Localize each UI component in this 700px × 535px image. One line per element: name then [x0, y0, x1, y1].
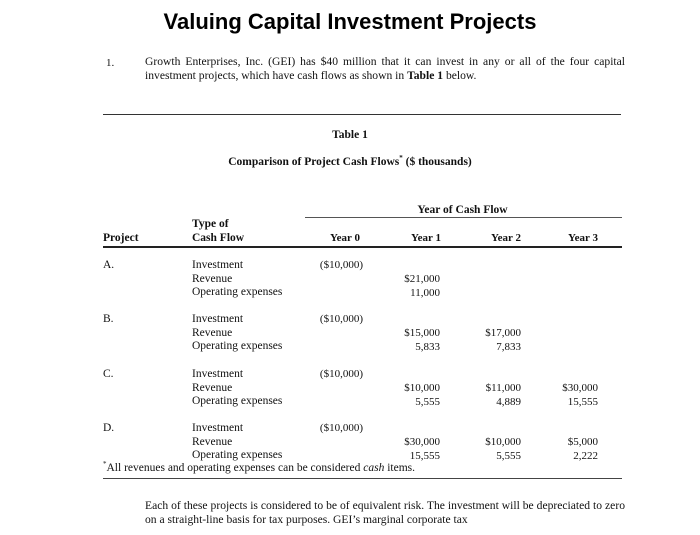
col-header-year2: Year 2 [490, 232, 521, 244]
year1-values: $30,000 15,555 [404, 436, 440, 462]
year3-values: $5,000 2,222 [567, 436, 598, 462]
cash-flow-types: Investment Revenue Operating expenses [192, 368, 283, 407]
table-header-rule [103, 246, 622, 248]
col-header-type: Type of Cash Flow [192, 218, 245, 244]
col-header-year0: Year 0 [329, 232, 360, 244]
cash-flow-types: Investment Revenue Operating expenses [192, 259, 283, 298]
question-intro [145, 55, 625, 83]
project-label: C. [103, 368, 114, 380]
investment-value: ($10,000) [319, 259, 363, 271]
project-label: B. [103, 313, 114, 325]
year1-values: $10,000 5,555 [404, 382, 440, 408]
table-number: Table 1 [332, 129, 368, 141]
investment-value: ($10,000) [319, 422, 363, 434]
cash-flow-types: Investment Revenue Operating expenses [192, 422, 283, 461]
table-footnote: *All revenues and operating expenses can be considered cash items. [103, 460, 415, 474]
bottom-divider [103, 478, 622, 479]
project-label: A. [103, 259, 115, 271]
project-label: D. [103, 422, 115, 434]
caption-units: ($ thousands) [402, 155, 472, 168]
top-divider [103, 114, 621, 115]
table-caption [0, 154, 700, 168]
investment-value: ($10,000) [319, 368, 363, 380]
caption-footnote-mark: * [399, 154, 403, 162]
year-of-cash-flow-header: Year of Cash Flow [417, 204, 508, 216]
col-header-project: Project [103, 232, 139, 244]
year2-values: $17,000 7,833 [485, 327, 521, 353]
closing-paragraph: Each of these projects is considered to be of equivalent risk. The investment will be depreciated to zero on a straight-line basis for tax purposes. GEI’s marginal corporate tax [145, 499, 625, 526]
year1-values: $21,000 11,000 [404, 273, 440, 299]
intro-text: Growth Enterprises, Inc. (GEI) has $40 million that it can invest in any or all of the four capital investment projects, which have cash flows as shown in [145, 55, 625, 82]
year1-values: $15,000 5,833 [404, 327, 440, 353]
year3-values: $30,000 15,555 [562, 382, 598, 408]
question-number: 1. [106, 57, 115, 69]
cash-flow-types: Investment Revenue Operating expenses [192, 313, 283, 352]
intro-table-ref: Table 1 [407, 69, 444, 82]
intro-text-end: below. [443, 69, 477, 82]
footnote-mark: * [103, 460, 107, 468]
footnote-italic: cash [363, 461, 385, 474]
page-title: Valuing Capital Investment Projects [163, 9, 537, 34]
col-header-year1: Year 1 [410, 232, 441, 244]
col-header-year3: Year 3 [567, 232, 598, 244]
year2-values: $11,000 4,889 [485, 382, 521, 408]
year2-values: $10,000 5,555 [485, 436, 521, 462]
investment-value: ($10,000) [319, 313, 363, 325]
year-header-rule [305, 217, 622, 218]
caption-main: Comparison of Project Cash Flows [228, 155, 400, 168]
